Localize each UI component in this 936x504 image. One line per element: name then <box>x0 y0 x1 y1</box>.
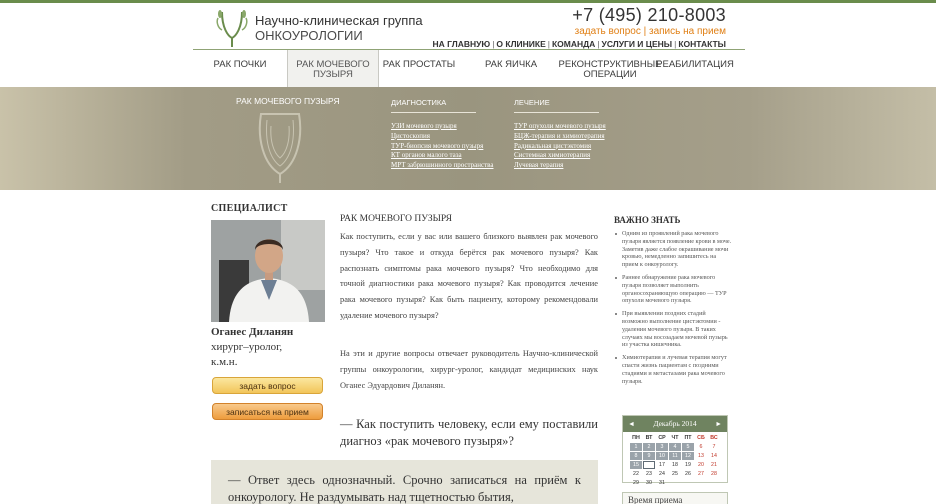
brand-line-1: Научно-клиническая группа <box>255 13 423 28</box>
logo-icon[interactable] <box>216 8 248 48</box>
calendar-day[interactable]: 31 <box>659 480 665 486</box>
treatment-link[interactable]: ТУР опухоли мочевого пузыря <box>514 122 606 130</box>
treatment-link[interactable]: БЦЖ-терапия и химиотерапия <box>514 131 605 140</box>
phone-number: +7 (495) 210-8003 <box>572 5 726 25</box>
topnav-separator: | <box>492 39 495 49</box>
topnav-contacts[interactable]: КОНТАКТЫ <box>678 39 726 49</box>
calendar-day[interactable]: 29 <box>633 480 639 486</box>
calendar-day[interactable]: 9 <box>643 452 655 460</box>
cta-separator: | <box>643 26 647 37</box>
diagnostics-link[interactable]: УЗИ мочевого пузыря <box>391 122 457 130</box>
calendar-weekday: ЧТ <box>671 435 679 441</box>
calendar-day[interactable]: 17 <box>659 462 665 468</box>
topnav-services[interactable]: УСЛУГИ И ЦЕНЫ <box>601 39 673 49</box>
calendar-weekday: СР <box>658 435 666 441</box>
article-paragraph: Как поступить, если у вас или вашего близкого выявлен рак мочевого пузыря? Что такое и откуда берётся рак мочевого пузыря? Как распознать симптомы рака мочевого пузыря? Что необходимо для точной диагностики рака мочевого пузыря? Как проводится лечение рака мочевого пузыря? Как быть пациенту, которому рекомендовали удаление мочевого пузыря? <box>340 232 598 320</box>
appointment-link[interactable]: запись на прием <box>649 26 726 37</box>
topnav-team[interactable]: КОМАНДА <box>551 39 596 49</box>
interview-answer: — Ответ здесь однозначный. Срочно записаться на приём к онкоурологу. Не раздумывать над тщетностью бытия, <box>228 473 581 504</box>
calendar-weekday: ВТ <box>645 435 653 441</box>
diagnostics-link[interactable]: МРТ забрюшинного пространства <box>391 161 494 170</box>
calendar-day[interactable]: 13 <box>698 453 704 459</box>
reception-hours[interactable]: Время приема <box>622 492 728 504</box>
doctor-name: Оганес Диланян <box>211 326 294 338</box>
calendar-header <box>623 416 727 432</box>
bladder-illustration-icon <box>255 108 305 184</box>
top-accent-line <box>0 0 936 3</box>
menu-bladder-cancer[interactable]: РАК МОЧЕВОГО ПУЗЫРЯ <box>287 50 379 87</box>
calendar-grid <box>623 432 727 487</box>
calendar-day[interactable]: 15 <box>630 461 642 469</box>
important-heading: ВАЖНО ЗНАТЬ <box>614 215 681 225</box>
treatment-heading: ЛЕЧЕНИЕ <box>514 98 599 113</box>
diagnostics-link[interactable]: Цистоскопия <box>391 131 430 140</box>
topnav-separator: | <box>597 39 600 49</box>
calendar-day[interactable]: 21 <box>711 462 717 468</box>
calendar-day[interactable]: 30 <box>646 480 652 486</box>
calendar-day[interactable]: 22 <box>633 471 639 477</box>
calendar-day[interactable]: 1 <box>630 443 642 451</box>
doctor-title: хирург–уролог, к.м.н. <box>211 341 283 368</box>
calendar-day[interactable]: 6 <box>699 444 703 450</box>
calendar-day[interactable]: 23 <box>646 471 652 477</box>
make-appointment-button[interactable]: записаться на прием <box>212 403 323 420</box>
calendar-widget <box>622 415 728 486</box>
diagnostics-column <box>391 98 493 171</box>
calendar-day[interactable]: 19 <box>685 462 691 468</box>
calendar-day[interactable]: 20 <box>698 462 704 468</box>
topnav-about[interactable]: О КЛИНИКЕ <box>496 39 546 49</box>
topnav-separator: | <box>674 39 677 49</box>
calendar-day[interactable]: 7 <box>712 444 716 450</box>
header-cta-links <box>575 26 726 37</box>
calendar-day[interactable]: 16 <box>643 461 655 469</box>
important-list <box>614 230 732 390</box>
calendar-day[interactable]: 3 <box>656 443 668 451</box>
calendar-day[interactable]: 18 <box>672 462 678 468</box>
doctor-photo <box>211 220 325 322</box>
main-menu <box>193 50 745 87</box>
calendar-day[interactable]: 28 <box>711 471 717 477</box>
important-item: При выявлении поздних стадий возможно выполнение цистэктомии - удаления мочевого пузыря. В таких случаях мы восозадаем мочевой пузырь из участка кишечника. <box>614 310 732 349</box>
calendar-day[interactable]: 27 <box>698 471 704 477</box>
top-navigation <box>433 39 727 49</box>
article-paragraph: На эти и другие вопросы отвечает руководитель Научно-клинической группы онкоурологии, хирург-уролог, кандидат медицинских наук Оганес Эдуардович Диланян. <box>340 349 598 390</box>
treatment-link[interactable]: Лучевая терапия <box>514 161 564 170</box>
important-item: Химиотерапия и лучевая терапия могут спасти жизнь пациентам с поздними стадиями и метастазами рака мочевого пузыря. <box>614 354 732 385</box>
brand-line-2: ОНКОУРОЛОГИИ <box>255 28 363 43</box>
calendar-next-icon[interactable]: ► <box>715 420 722 428</box>
menu-testicular-cancer[interactable]: РАК ЯИЧКА <box>484 59 538 70</box>
calendar-weekday: ПТ <box>684 435 692 441</box>
treatment-link[interactable]: Системная химиотерапия <box>514 151 591 160</box>
calendar-day[interactable]: 14 <box>711 453 717 459</box>
interview-question: — Как поступить человеку, если ему поставили диагноз «рак мочевого пузыря»? <box>340 417 598 448</box>
calendar-empty-cell <box>708 479 720 487</box>
calendar-month: Декабрь 2014 <box>653 419 697 428</box>
menu-prostate-cancer[interactable]: РАК ПРОСТАТЫ <box>382 59 456 70</box>
interview-answer-box <box>211 460 598 504</box>
dropdown-title: РАК МОЧЕВОГО ПУЗЫРЯ <box>236 96 340 106</box>
menu-rehabilitation[interactable]: РЕАБИЛИТАЦИЯ <box>656 59 734 70</box>
calendar-day[interactable]: 26 <box>685 471 691 477</box>
calendar-weekday: ПН <box>632 435 640 441</box>
menu-kidney-cancer[interactable]: РАК ПОЧКИ <box>213 59 267 70</box>
calendar-prev-icon[interactable]: ◄ <box>628 420 635 428</box>
treatment-link[interactable]: Радикальная цистэктомия <box>514 141 592 150</box>
specialist-heading: СПЕЦИАЛИСТ <box>211 203 288 214</box>
doctor-portrait-icon <box>211 220 325 322</box>
calendar-day[interactable]: 5 <box>682 443 694 451</box>
calendar-empty-cell <box>669 479 681 487</box>
diagnostics-link[interactable]: КТ органов малого таза <box>391 151 462 160</box>
calendar-day[interactable]: 8 <box>630 452 642 460</box>
treatment-column <box>514 98 606 171</box>
ask-question-link[interactable]: задать вопрос <box>574 26 641 37</box>
topnav-home[interactable]: НА ГЛАВНУЮ <box>432 39 491 49</box>
diagnostics-link[interactable]: ТУР-биопсия мочевого пузыря <box>391 141 484 150</box>
important-item: Раннее обнаружение рака мочевого пузыря позволяет выполнить органосохраняющую операцию — ТУР опухоли мочевого пузыря. <box>614 274 732 305</box>
calendar-empty-cell <box>682 479 694 487</box>
menu-reconstructive-surgery[interactable]: РЕКОНСТРУКТИВНЫЕ ОПЕРАЦИИ <box>558 59 662 80</box>
important-item: Одним из проявлений рака мочевого пузыря является появление крови в моче. Заметив даже слабое окрашивание мочи кровью, немедленно запишитесь на прием к онкоурологу. <box>614 230 732 269</box>
calendar-day[interactable]: 2 <box>643 443 655 451</box>
topnav-separator: | <box>547 39 550 49</box>
calendar-day[interactable]: 10 <box>656 452 668 460</box>
calendar-day[interactable]: 25 <box>672 471 678 477</box>
article-heading: РАК МОЧЕВОГО ПУЗЫРЯ <box>340 214 452 224</box>
calendar-empty-cell <box>695 479 707 487</box>
calendar-weekday: ВС <box>710 435 718 441</box>
calendar-weekday: СБ <box>697 435 705 441</box>
calendar-day[interactable]: 11 <box>669 452 681 460</box>
ask-question-button[interactable]: задать вопрос <box>212 377 323 394</box>
brand-name[interactable] <box>255 13 423 43</box>
calendar-day[interactable]: 24 <box>659 471 665 477</box>
diagnostics-heading: ДИАГНОСТИКА <box>391 98 476 113</box>
calendar-day[interactable]: 4 <box>669 443 681 451</box>
calendar-day[interactable]: 12 <box>682 452 694 460</box>
